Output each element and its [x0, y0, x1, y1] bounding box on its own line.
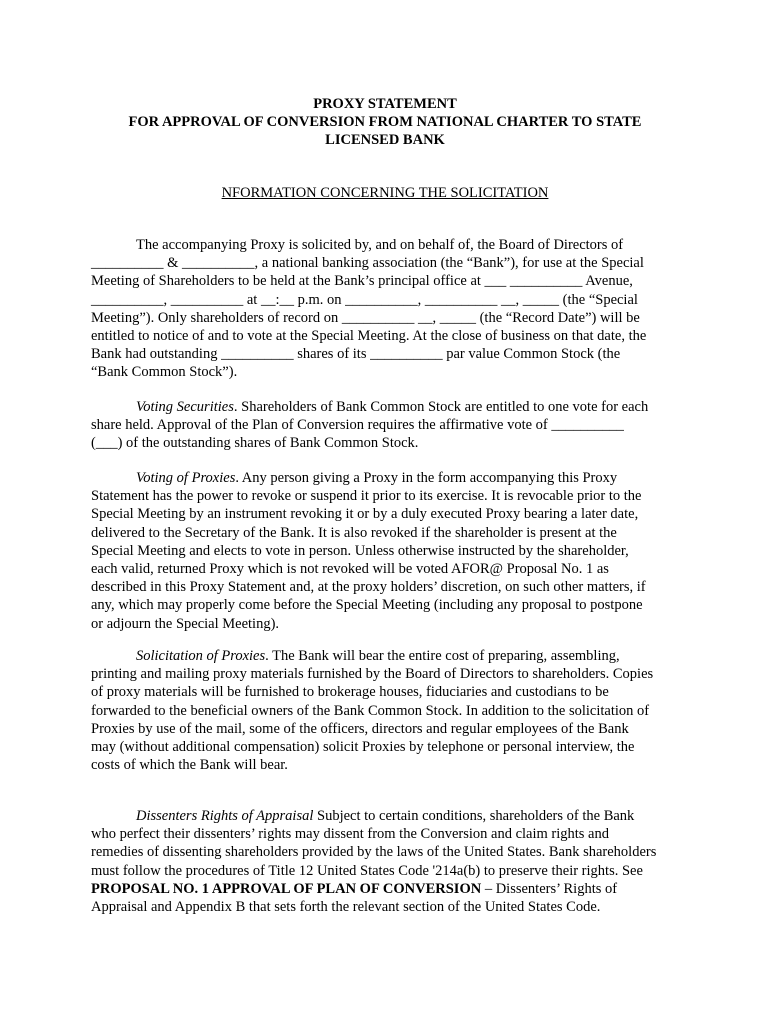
paragraph-line: (___) of the outstanding shares of Bank Common Stock.	[91, 435, 419, 452]
paragraph-line: Meeting”). Only shareholders of record on __________ __, _____ (the “Record Date”) will be	[91, 309, 640, 326]
voting-securities-heading: Voting Securities	[136, 399, 234, 415]
voting-of-proxies-paragraph	[91, 469, 646, 633]
paragraph-line: described in this Proxy Statement and, at the proxy holders’ discretion, on such other matters, if	[91, 579, 646, 596]
title-line-3: LICENSED BANK	[325, 132, 445, 148]
paragraph-line: “Bank Common Stock”).	[91, 364, 238, 381]
paragraph-line: __________, __________ at __:__ p.m. on __________, __________ __, _____ (the “Special	[91, 291, 638, 308]
paragraph-line: or adjourn the Special Meeting).	[91, 615, 280, 632]
paragraph-line: Bank had outstanding __________ shares of its __________ par value Common Stock (the	[91, 346, 621, 363]
paragraph-line: __________ & __________, a national banking association (the “Bank”), for use at the Special	[91, 255, 644, 272]
paragraph-line: who perfect their dissenters’ rights may dissent from the Conversion and claim rights and	[91, 826, 609, 843]
paragraph-text: . Shareholders of Bank Common Stock are entitled to one vote for each	[233, 399, 649, 415]
dissenters-rights-heading: Dissenters Rights of Appraisal	[136, 808, 314, 824]
paragraph-line: delivered to the Secretary of the Bank. It is also revoked if the shareholder is present at the	[91, 524, 617, 541]
paragraph-line: Meeting of Shareholders to be held at the Bank’s principal office at ___ __________ Avenue,	[91, 273, 633, 290]
paragraph-line: share held. Approval of the Plan of Conversion requires the affirmative vote of __________	[91, 417, 624, 434]
solicitation-of-proxies-heading: Solicitation of Proxies	[136, 648, 266, 664]
voting-securities-paragraph	[91, 398, 648, 453]
paragraph-line: remedies of dissenting shareholders provided by the laws of the United States. Bank shareholders	[91, 844, 657, 861]
paragraph-line: each valid, returned Proxy which is not revoked will be voted AFOR@ Proposal No. 1 as	[91, 561, 609, 578]
section-heading: NFORMATION CONCERNING THE SOLICITATION	[221, 185, 549, 201]
dissenters-rights-paragraph	[91, 807, 656, 916]
paragraph-line	[91, 880, 656, 898]
paragraph-line: must follow the procedures of Title 12 United States Code '214a(b) to preserve their rights. See	[91, 862, 643, 879]
paragraph-line	[91, 469, 646, 487]
paragraph-line: The accompanying Proxy is solicited by, and on behalf of, the Board of Directors of	[136, 237, 624, 253]
title-line-1: PROXY STATEMENT	[313, 96, 457, 112]
paragraph-line: Statement has the power to revoke or suspend it prior to its exercise. It is revocable prior to the	[91, 488, 642, 505]
paragraph-line: Special Meeting by an instrument revoking it or by a duly executed Proxy bearing a later date,	[91, 506, 639, 523]
paragraph-line	[91, 647, 653, 665]
paragraph-line: Proxies by use of the mail, some of the officers, directors and regular employees of the Bank	[91, 720, 629, 737]
paragraph-line: Special Meeting and elects to vote in person. Unless otherwise instructed by the shareholder,	[91, 542, 629, 559]
solicitation-of-proxies-paragraph	[91, 647, 653, 774]
paragraph-line: entitled to notice of and to vote at the Special Meeting. At the close of business on that date, the	[91, 328, 647, 345]
proposal-reference: PROPOSAL NO. 1 APPROVAL OF PLAN OF CONVERSION	[91, 880, 482, 897]
paragraph-line: forwarded to the beneficial owners of the Bank Common Stock. In addition to the solicitation of	[91, 702, 650, 719]
paragraph-text: Subject to certain conditions, shareholders of the Bank	[313, 808, 635, 824]
voting-of-proxies-heading: Voting of Proxies	[136, 470, 236, 486]
paragraph-text: . The Bank will bear the entire cost of preparing, assembling,	[265, 648, 620, 664]
paragraph-line: of proxy materials will be furnished to brokerage houses, fiduciaries and custodians to be	[91, 684, 609, 701]
paragraph-text: . Any person giving a Proxy in the form accompanying this Proxy	[235, 470, 618, 486]
intro-paragraph	[91, 236, 646, 382]
paragraph-line: any, which may properly come before the Special Meeting (including any proposal to postpone	[91, 597, 643, 614]
paragraph-text: – Dissenters’ Rights of	[481, 880, 618, 897]
paragraph-line: printing and mailing proxy materials furnished by the Board of Directors to shareholders. Copies	[91, 666, 654, 683]
document-title	[0, 95, 770, 149]
paragraph-line	[91, 398, 648, 416]
title-line-2: FOR APPROVAL OF CONVERSION FROM NATIONAL CHARTER TO STATE	[128, 114, 642, 130]
paragraph-line	[91, 807, 656, 825]
paragraph-line: may (without additional compensation) solicit Proxies by telephone or personal interview, the	[91, 739, 635, 756]
paragraph-line: costs of which the Bank will bear.	[91, 757, 288, 774]
paragraph-line: Appraisal and Appendix B that sets forth the relevant section of the United States Code.	[91, 899, 601, 916]
